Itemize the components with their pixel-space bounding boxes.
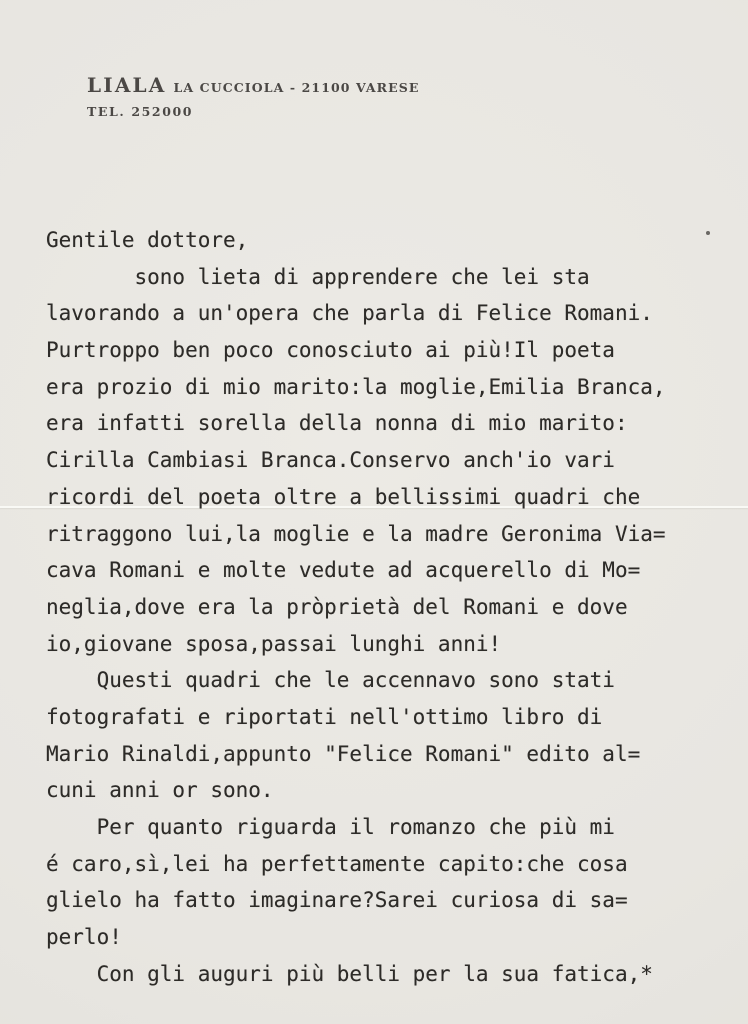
letter-line: neglia,dove era la pròprietà del Romani e dove: [46, 594, 628, 619]
letter-line: é caro,sì,lei ha perfettamente capito:che cosa: [46, 851, 628, 876]
letter-line: sono lieta di apprendere che lei sta: [46, 264, 590, 289]
letterhead-top-line: [87, 74, 420, 96]
letter-line: Per quanto riguarda il romanzo che più mi: [46, 815, 615, 839]
letter-line: perlo!: [46, 925, 122, 950]
letter-line: glielo ha fatto imaginare?Sarei curiosa di sa=: [46, 888, 628, 913]
letter-line: Questi quadri che le accennavo sono stati: [46, 668, 615, 693]
letter-line: io,giovane sposa,passai lunghi anni!: [46, 631, 502, 656]
letterhead-address: LA CUCCIOLA - 21100 VARESE: [173, 80, 420, 95]
letter-line: Purtroppo ben poco conosciuto ai più!Il poeta: [46, 338, 615, 363]
letter-line: era prozio di mio marito:la moglie,Emilia Branca,: [46, 374, 666, 399]
letter-line: Cirilla Cambiasi Branca.Conservo anch'io vari: [46, 448, 615, 473]
letter-line: Con gli auguri più belli per la sua fatica,*: [46, 961, 653, 986]
letter-body: [46, 222, 726, 992]
letter-line: lavorando a un'opera che parla di Felice Romani.: [46, 301, 653, 326]
letter-line: Gentile dottore,: [46, 228, 249, 252]
letter-line: cuni anni or sono.: [46, 778, 274, 803]
letter-line: ricordi del poeta oltre a bellissimi quadri che: [46, 484, 641, 509]
letter-line: Mario Rinaldi,appunto "Felice Romani" edito al=: [46, 741, 641, 766]
letter-line: cava Romani e molte vedute ad acquerello di Mo=: [46, 558, 641, 583]
letterhead: [87, 74, 420, 119]
letter-line: era infatti sorella della nonna di mio marito:: [46, 411, 628, 436]
letter-line: fotografati e riportati nell'ottimo libro di: [46, 704, 603, 729]
letterhead-name: LIALA: [87, 73, 167, 97]
letterhead-phone: TEL. 252000: [87, 104, 194, 119]
letter-line: ritraggono lui,la moglie e la madre Geronima Via=: [46, 521, 666, 546]
